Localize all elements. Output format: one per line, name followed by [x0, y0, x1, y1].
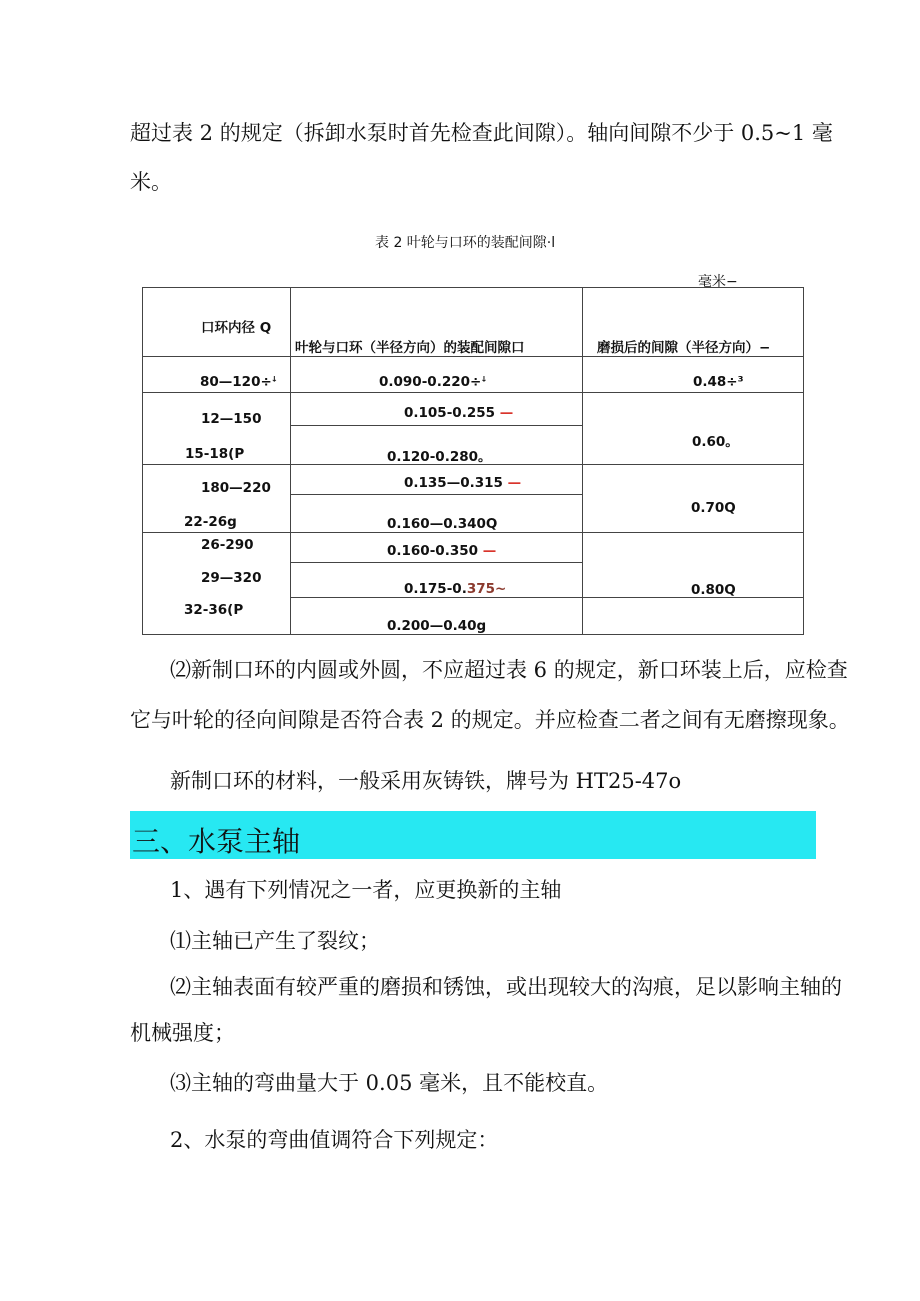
list-item: 1、遇有下列情况之一者，应更换新的主轴 — [170, 878, 562, 902]
cell-text: 0.160-0.350 — — [387, 543, 497, 559]
table-cell — [583, 393, 804, 465]
list-item: ⑵主轴表面有较严重的磨损和锈蚀，或出现较大的沟痕，足以影响主轴的 — [170, 975, 842, 999]
cell-text: 0.48÷³ — [693, 374, 744, 390]
header-cell — [291, 288, 583, 357]
red-dash-mark: — — [499, 405, 514, 421]
section-title: 三、水泵主轴 — [132, 825, 301, 858]
paragraph-line: ⑵新制口环的内圆或外圆，不应超过表 6 的规定，新口环装上后，应检查 — [170, 658, 848, 682]
cell-text: 0.120-0.280。 — [387, 449, 492, 465]
table-cell — [291, 426, 583, 465]
cell-text: 0.090-0.220÷ꜜ — [379, 374, 487, 390]
paragraph-line: 超过表 2 的规定（拆卸水泵时首先检查此间隙）。轴向间隙不少于 0.5~1 毫 — [130, 121, 833, 145]
red-dash-mark: — — [482, 543, 497, 559]
cell-text: 15-18(P — [185, 446, 245, 462]
table-cell — [583, 357, 804, 393]
cell-text: 0.70Q — [691, 500, 736, 516]
paragraph-line: 它与叶轮的径向间隙是否符合表 2 的规定。并应检查二者之间有无磨擦现象。 — [130, 708, 850, 732]
cell-text: 32-36(P — [184, 602, 244, 618]
list-item: ⑶主轴的弯曲量大于 0.05 毫米，且不能校直。 — [170, 1071, 609, 1095]
cell-text: 0.135—0.315 — — [404, 475, 522, 491]
cell-text: 29—320 — [201, 570, 262, 586]
list-item: 2、水泵的弯曲值调符合下列规定： — [170, 1128, 499, 1152]
list-item: ⑴主轴已产生了裂纹； — [170, 929, 380, 953]
header-cell — [583, 288, 804, 357]
table-cell — [583, 582, 804, 635]
table-cell — [143, 533, 291, 635]
cell-text: 0.175-0.375~ — [404, 581, 507, 597]
table-cell — [583, 465, 804, 533]
paragraph-line: 新制口环的材料，一般采用灰铸铁，牌号为 HT25-47o — [170, 769, 682, 793]
table-cell — [291, 465, 583, 495]
table-cell — [143, 393, 291, 465]
table-cell — [291, 598, 583, 635]
table-cell — [291, 357, 583, 393]
list-item: 机械强度； — [130, 1021, 235, 1045]
header-text: 叶轮与口环（半径方向）的装配间隙口 — [295, 340, 525, 356]
table-cell — [291, 563, 583, 598]
paragraph-line: 米。 — [130, 170, 172, 194]
cell-text: 80—120÷ꜜ — [200, 374, 278, 390]
cell-text: 12—150 — [201, 411, 262, 427]
header-text: 口环内径 Q — [201, 320, 272, 336]
cell-text: 0.60。 — [692, 434, 739, 450]
table-cell — [291, 533, 583, 563]
table-cell — [291, 393, 583, 426]
header-text: 磨损后的间隙（半径方向）− — [597, 340, 771, 356]
cell-text: 180—220 — [201, 480, 271, 496]
table-cell — [143, 465, 291, 533]
clearance-table — [142, 287, 804, 635]
cell-text: 0.80Q — [691, 582, 736, 598]
section-heading-band — [130, 811, 816, 859]
table-cell — [143, 357, 291, 393]
cell-text: 0.105-0.255 — — [404, 405, 514, 421]
table-cell — [291, 495, 583, 533]
table-unit: 毫米− — [698, 274, 738, 290]
table-caption: 表 2 叶轮与口环的装配间隙·l — [375, 235, 556, 251]
cell-text: 0.200—0.40g — [387, 618, 487, 634]
cell-text: 0.160—0.340Q — [387, 516, 498, 532]
cell-text: 22-26g — [184, 514, 237, 530]
red-dash-mark: — — [507, 475, 522, 491]
cell-text: 26-290 — [201, 537, 254, 553]
header-cell — [143, 288, 291, 357]
